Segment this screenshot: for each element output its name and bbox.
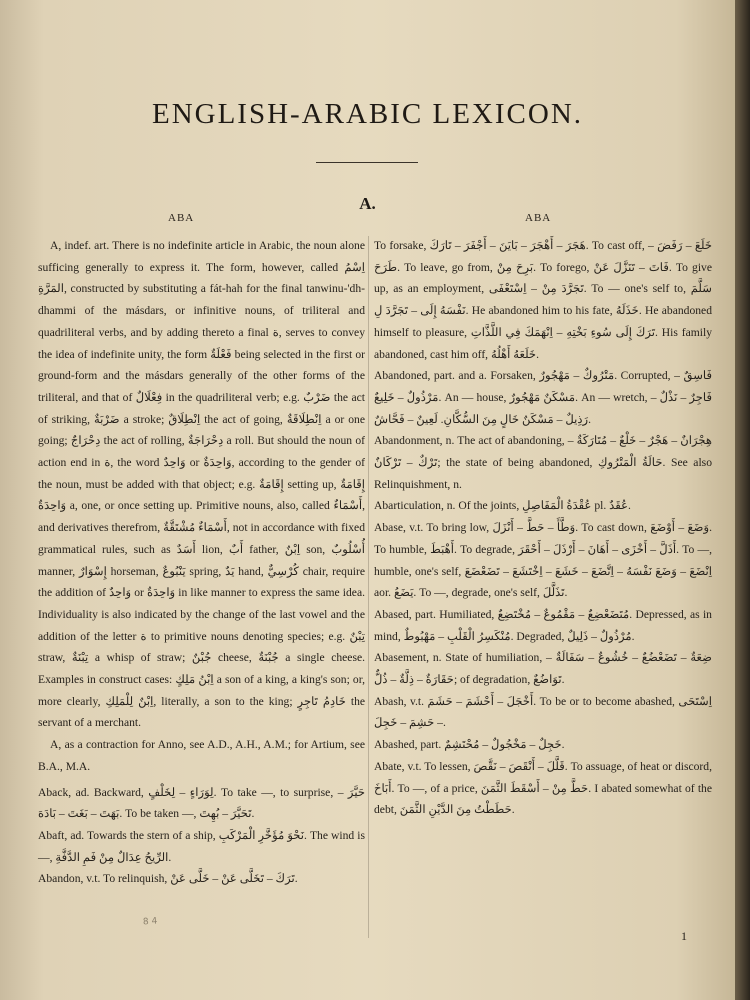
entry-abandon: Abandon, v.t. To relinquish, تَرَكَ – تَخَلَّى عَنْ – خَلَّى عَنْ. xyxy=(38,872,298,886)
entry-abate: Abate, v.t. To lessen, قَلَّلَ – أَنْقَصَ – نَقَّصَ. To assuage, of heat or discord, أَبَاخَ. To —, of a price, حَطَّ مِنْ – أَسْقَطَ الثَّمَنَ. I abated somewhat of the debt, حَطَطْتُ مِنَ الدَّيْنِ الثَّمَنَ. xyxy=(374,759,712,817)
entry-aback: Aback, ad. Backward, لِوَرَاءٍ – لِخَلْفٍ. To take —, to surprise, حَيَّرَ – بَهَتَ – بَغَتَ – بَادَهَ. To be taken —, تَحَيَّرَ – بُهِتَ. xyxy=(38,785,365,821)
entry-a-contraction: A, as a contraction for Anno, see A.D., A.H., A.M.; for Artium, see B.A., M.A. xyxy=(38,738,365,773)
right-column xyxy=(374,235,712,821)
entry-abandon-cont: To forsake, هَجَرَ – أَهْجَرَ – بَايَنَ – أَجْفَرَ – تَارَكَ. To cast off, خَلَعَ – رَفَضَ – طَرَحَ. To leave, go from, بَرِحَ مِنْ. To forego, فَاتَ – تَنَزَّلَ عَنْ. To give up, as an employment, تَجَرَّدَ مِنْ – اِسْتَعْفَى. To — one's self to, سَلَّمَ نَفْسَهُ إِلَى – تَجَرَّدَ لِ. He abandoned him to his fate, خَذَلَهُ. He abandoned himself to pleasure, تَرَكَ إِلَى سُوءِ بَخْتِهِ – اِنْهَمَكَ فِي اللَّذَّاتِ. His family abandoned, cast him off, خَلَعَهُ أَهْلُهُ. xyxy=(374,239,713,361)
book-edge xyxy=(735,0,750,1000)
entry-abase: Abase, v.t. To bring low, وَطَّأَ – حَطَّ – أَنْزَلَ. To cast down, وَضَعَ – أَوْضَعَ. To humble, أَهْبَطَ. To degrade, أَذَلَّ – أَخْزَى – أَهَانَ – أَرْذَلَ – أَحْقَرَ. To —, humble, one's self, اِنْضَعَ – وَضَعَ نَفْسَهُ – اِتَّضَعَ – خَشَعَ – اِخْتَشَعَ – تَضَعْضَعَ aor. يَضَعُ. To —, degrade, one's self, تَذَلَّلَ. xyxy=(374,521,713,600)
column-divider xyxy=(368,236,369,938)
entry-abash: Abash, v.t. أَخْجَلَ – أَحْشَمَ – حَشَمَ. To be or to become abashed, اِسْتَحَى – حَشِمَ – خَجِلَ. xyxy=(374,694,712,730)
pencil-annotation: 8 4 xyxy=(142,916,158,928)
left-column xyxy=(38,235,365,890)
page-number: 1 xyxy=(681,929,687,943)
running-head-right: ABA xyxy=(525,212,552,224)
entry-abandoned: Abandoned, part. and a. Forsaken, مَتْرُوكٌ – مَهْجُورٌ. Corrupted, فَاسِقٌ – مَرْذُولٌ – خَلِيعٌ. An — house, مَسْكَنٌ مَهْجُورٌ. An — wretch, فَاجِرٌ – نَذْلٌ – رَذِيلٌ – مَسْكَنٌ خَالٍ مِنَ السُّكَّانِ. لَعِينٌ – فَحَّاشٌ. xyxy=(374,369,713,426)
title-rule xyxy=(316,162,418,163)
entry-abarticulation: Abarticulation, n. Of the joints, عُقْدَةُ الْمَفَاصِلِ pl. عُقَدٌ. xyxy=(374,499,631,513)
page-title: ENGLISH-ARABIC LEXICON. xyxy=(151,98,584,130)
section-letter: A. xyxy=(359,194,376,213)
entry-abashed: Abashed, part. خَجِلٌ – مَخْجُولٌ – مُحْتَشِمٌ. xyxy=(374,738,565,752)
entry-abasement: Abasement, n. State of humiliation, ضِعَةٌ – تَضَعْضُعٌ – خُشُوعٌ – سَفَالَةٌ – حَقَارَةٌ – ذِلَّةٌ – ذُلٌّ; of degradation, تَوَاضُعٌ. xyxy=(374,651,712,687)
entry-abandonment: Abandonment, n. The act of abandoning, هِجْرَانٌ – هَجْرٌ – خَلْعٌ – مُتَارَكَةٌ – تَرْكٌ – تَرْكَانٌ; the state of being abandoned, حَالَةُ الْمَتْرُوكِ. See also Relinquishment, n. xyxy=(374,434,712,491)
entry-abased: Abased, part. Humiliated, مُتَضَعْضِعٌ – مَقْمُوعٌ – مُخْتَضِعٌ. Depressed, as in mind, مُنْكَسِرُ الْقَلْبِ – مَهْبُوطٌ. Degraded, مُرْذُولٌ – ذَلِيلٌ. xyxy=(374,607,712,643)
entry-a-article: A, indef. art. There is no indefinite article in Arabic, the noun alone sufficing generally to express it. The form, however, called اِسْمُ المَرَّةِ, constructed by substituting a fát-hah for the final tanwinu-'dh-dhammi of the másdars, or infinitive nouns, of triliteral and quadriliteral verbs, and by adding thereto a final ة, serves to convey the idea of indefinite unity, the form فَعْلَةٌ being selected in the first or ground-form and the másdars generally of the other forms of the triliteral, and that of فِعْلَالٌ in the quadriliteral verb; e.g. ضَرْبٌ the act of striking, ضَرْبَةٌ a stroke; اِنْطِلَاقٌ the act of going, اِنْطِلَاقَةٌ a or one going; دِحْرَاجٌ the act of rolling, دِحْرَاجَةٌ a roll. But should the noun of action end in ة, the word وَاحِدٌ or وَاحِدَةٌ, according to the gender of the noun, must be added with that object; e.g. إِقَامَةٌ setting up, إِقَامَةٌ وَاحِدَةٌ a, one, or once setting up. Primitive nouns, also, called أَسْمَاءٌ, and derivatives therefrom, أَسْمَاءٌ مُشْتَقَّةٌ, not in accordance with fixed grammatical rules, such as أَسَدٌ lion, أَبٌ father, اِبْنٌ son, أُسْلُوبٌ manner, إِسْوَارٌ horseman, يَنْبُوعٌ spring, يَدٌ hand, كُرْسِيٌّ chair, require the addition of وَاحِدٌ or وَاحِدَةٌ in like manner to express the same idea. Individuality is also indicated by the change of the last vowel and the addition of the letter ة to primitive nouns denoting species; e.g. تِبْنٌ straw, تِبْنَةٌ a whisp of straw; جُبْنٌ cheese, جُبْنَةٌ a single cheese. Examples in construct cases: اِبْنُ مَلِكٍ a son of a king, a king's son; or, more clearly, اِبْنٌ لِلْمَلِكِ, literally, a son to the king; خَادِمُ تَاجِرٍ the servant of a merchant. xyxy=(38,239,366,730)
entry-abaft: Abaft, ad. Towards the stern of a ship, نَحْوَ مُؤَخَّرِ الْمَرْكَبِ. The wind is —, الرِّيحُ عِدَالٌ مِنْ فَمِ الدَّفَّةِ. xyxy=(38,828,365,864)
running-head-left: ABA xyxy=(168,212,195,224)
